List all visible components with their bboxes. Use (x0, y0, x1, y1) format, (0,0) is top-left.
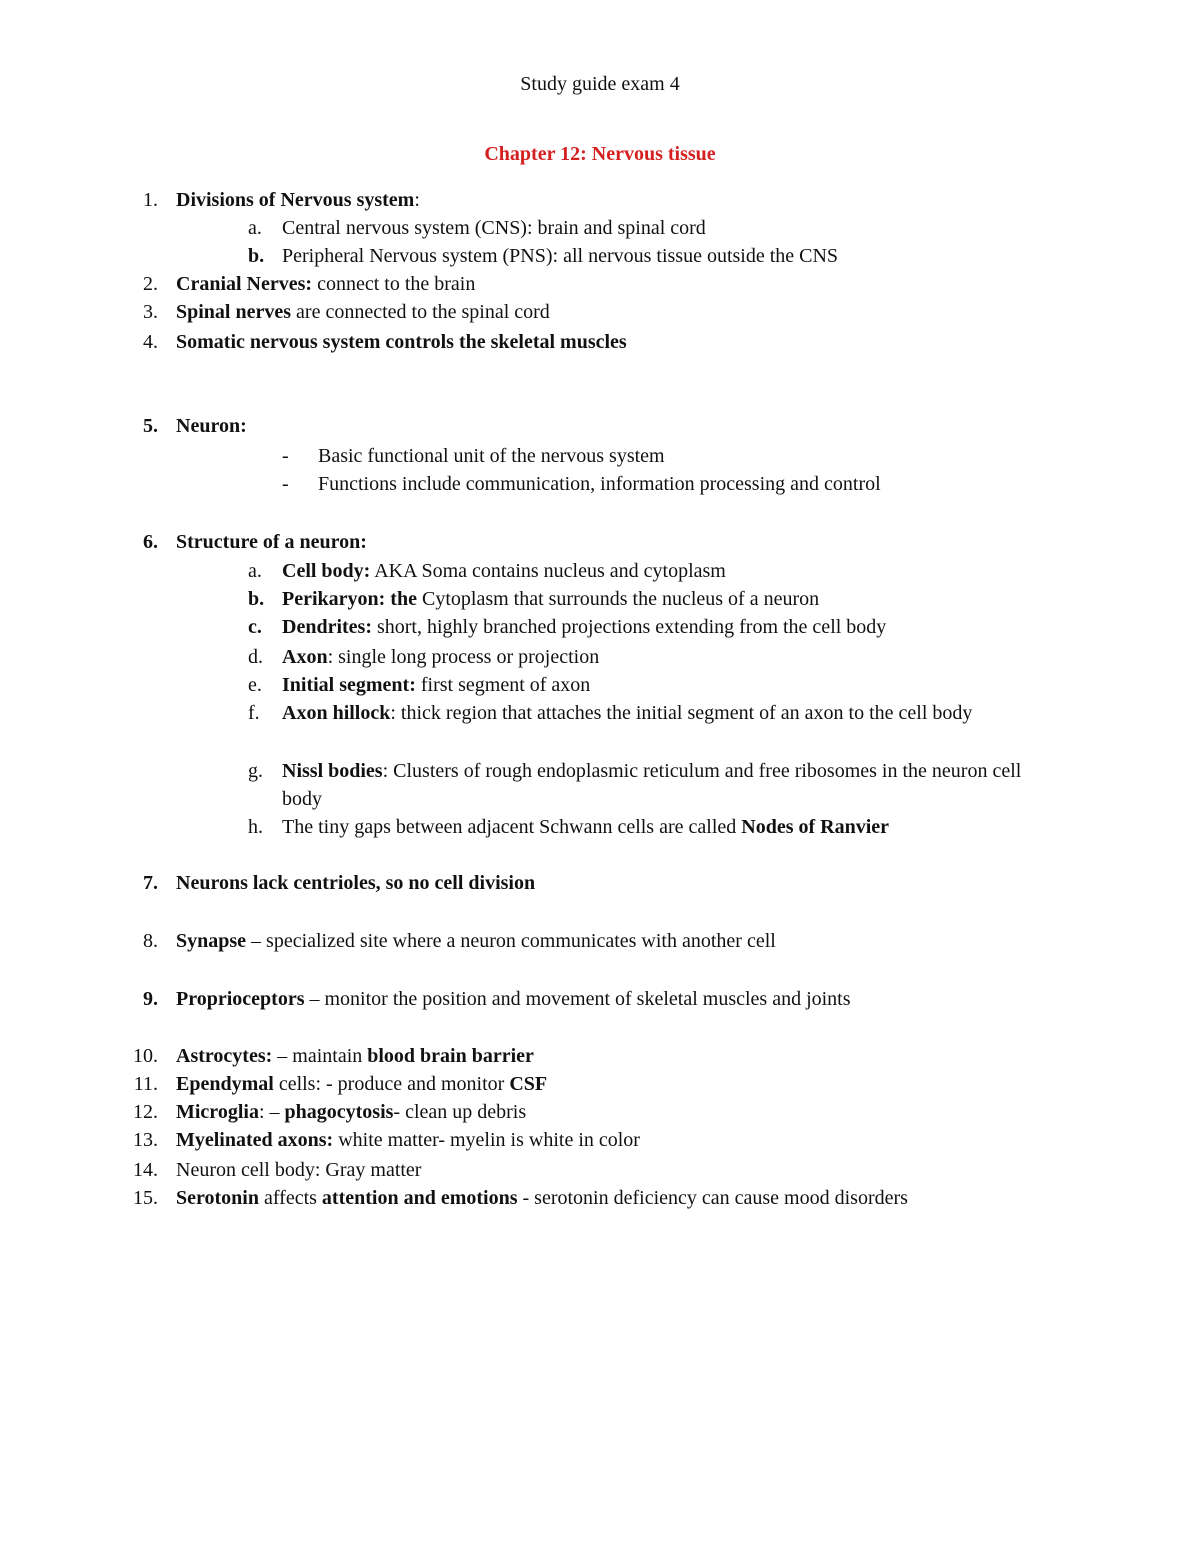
item-text (176, 298, 550, 326)
item-text (282, 699, 1042, 727)
bullet-dash: - (282, 473, 289, 495)
sub-item-letter: g. (248, 760, 263, 782)
item-text (318, 470, 881, 498)
sub-item-letter: a. (248, 560, 262, 582)
item-description: : Clusters of rough endoplasmic reticulum and free ribosomes in the neuron cell body (282, 760, 1022, 810)
item-description: - serotonin deficiency can cause mood disorders (517, 1187, 908, 1209)
item-bold-term: Axon (282, 646, 328, 668)
item-text (176, 1184, 908, 1212)
item-text (282, 585, 819, 613)
item-text (176, 328, 627, 356)
item-text (282, 214, 706, 242)
item-bold-term: phagocytosis (284, 1101, 394, 1123)
item-number: 5. (143, 415, 158, 437)
item-number: 13. (133, 1129, 158, 1151)
item-text (176, 1098, 526, 1126)
item-description: : thick region that attaches the initial segment of an axon to the cell body (390, 702, 973, 724)
item-text (282, 757, 1042, 813)
item-description: connect to the brain (312, 273, 476, 295)
sub-item-letter: e. (248, 674, 262, 696)
document-title: Study guide exam 4 (520, 73, 680, 95)
item-description: short, highly branched projections extending from the cell body (371, 616, 887, 638)
item-bold-term: Nissl bodies (282, 760, 383, 782)
item-description: : (414, 189, 420, 211)
item-text (176, 1070, 547, 1098)
item-bold-term: Axon hillock (282, 702, 391, 724)
item-bold-term: Cranial Nerves: (176, 273, 313, 295)
item-bold-term: Microglia (176, 1101, 259, 1123)
item-description: Central nervous system (CNS): brain and spinal cord (282, 217, 706, 239)
item-bold-term: Somatic nervous system controls the skeletal muscles (176, 331, 627, 353)
item-number: 15. (133, 1187, 158, 1209)
item-bold-term: attention and emotions (321, 1187, 518, 1209)
item-description: : – (258, 1101, 285, 1123)
item-description: The tiny gaps between adjacent Schwann cells are called (282, 816, 742, 838)
item-bold-term: Divisions of Nervous system (176, 189, 415, 211)
item-bold-term: Ependymal (176, 1073, 274, 1095)
item-number: 6. (143, 531, 158, 553)
item-bold-term: blood brain barrier (367, 1045, 534, 1067)
item-description: Peripheral Nervous system (PNS): all nervous tissue outside the CNS (282, 245, 839, 267)
item-bold-term: Initial segment: (282, 674, 416, 696)
item-bold-term: CSF (509, 1073, 548, 1095)
item-text (176, 412, 247, 440)
sub-item-letter: c. (248, 616, 262, 638)
item-bold-term: Myelinated axons: (176, 1129, 334, 1151)
item-description: cells: - produce and monitor (273, 1073, 510, 1095)
item-number: 3. (143, 301, 158, 323)
item-text (176, 927, 776, 955)
item-description: – maintain (272, 1045, 368, 1067)
item-number: 10. (133, 1045, 158, 1067)
item-text (282, 242, 838, 270)
item-description: Functions include communication, information processing and control (318, 473, 881, 495)
item-description: Neuron cell body: Gray matter (176, 1159, 422, 1181)
item-number: 11. (133, 1073, 158, 1095)
item-text (176, 270, 475, 298)
item-description: are connected to the spinal cord (291, 301, 550, 323)
chapter-heading: Chapter 12: Nervous tissue (484, 143, 716, 165)
item-number: 7. (143, 872, 158, 894)
item-description: : single long process or projection (327, 646, 600, 668)
item-number: 1. (143, 189, 158, 211)
sub-item-letter: f. (248, 702, 260, 724)
item-bold-term: Neurons lack centrioles, so no cell division (176, 872, 536, 894)
item-text (176, 186, 420, 214)
item-text (176, 1042, 534, 1070)
item-bold-term: Cell body: (282, 560, 371, 582)
item-description: AKA Soma contains nucleus and cytoplasm (370, 560, 726, 582)
item-text (282, 613, 886, 641)
item-number: 12. (133, 1101, 158, 1123)
item-description: Cytoplasm that surrounds the nucleus of a neuron (416, 588, 820, 610)
item-bold-term: Astrocytes: (176, 1045, 273, 1067)
item-number: 8. (143, 930, 158, 952)
item-description: first segment of axon (415, 674, 591, 696)
item-bold-term: Serotonin (176, 1187, 259, 1209)
item-text (176, 985, 851, 1013)
sub-item-letter: b. (248, 245, 265, 267)
item-bold-term: Dendrites: (282, 616, 372, 638)
item-description: – specialized site where a neuron communicates with another cell (246, 930, 776, 952)
item-text (282, 557, 726, 585)
item-description: Basic functional unit of the nervous system (318, 445, 665, 467)
item-text (176, 1126, 640, 1154)
item-text (282, 643, 599, 671)
item-text (282, 671, 590, 699)
item-text (282, 813, 889, 841)
item-description: affects (258, 1187, 322, 1209)
item-text (176, 528, 367, 556)
item-bold-term: Spinal nerves (176, 301, 292, 323)
item-number: 4. (143, 331, 158, 353)
item-text (176, 1156, 421, 1184)
item-bold-term: Proprioceptors (176, 988, 305, 1010)
item-bold-term: Perikaryon: the (282, 588, 417, 610)
bullet-dash: - (282, 445, 289, 467)
sub-item-letter: b. (248, 588, 265, 610)
sub-item-letter: h. (248, 816, 263, 838)
item-bold-term: Nodes of Ranvier (741, 816, 890, 838)
item-bold-term: Neuron: (176, 415, 247, 437)
item-description: - clean up debris (393, 1101, 527, 1123)
item-number: 2. (143, 273, 158, 295)
item-description: – monitor the position and movement of skeletal muscles and joints (304, 988, 851, 1010)
item-bold-term: Structure of a neuron: (176, 531, 367, 553)
sub-item-letter: d. (248, 646, 263, 668)
item-text (318, 442, 665, 470)
sub-item-letter: a. (248, 217, 262, 239)
item-number: 9. (143, 988, 158, 1010)
item-text (176, 869, 535, 897)
item-number: 14. (133, 1159, 158, 1181)
item-description: white matter- myelin is white in color (333, 1129, 640, 1151)
item-bold-term: Synapse (176, 930, 247, 952)
